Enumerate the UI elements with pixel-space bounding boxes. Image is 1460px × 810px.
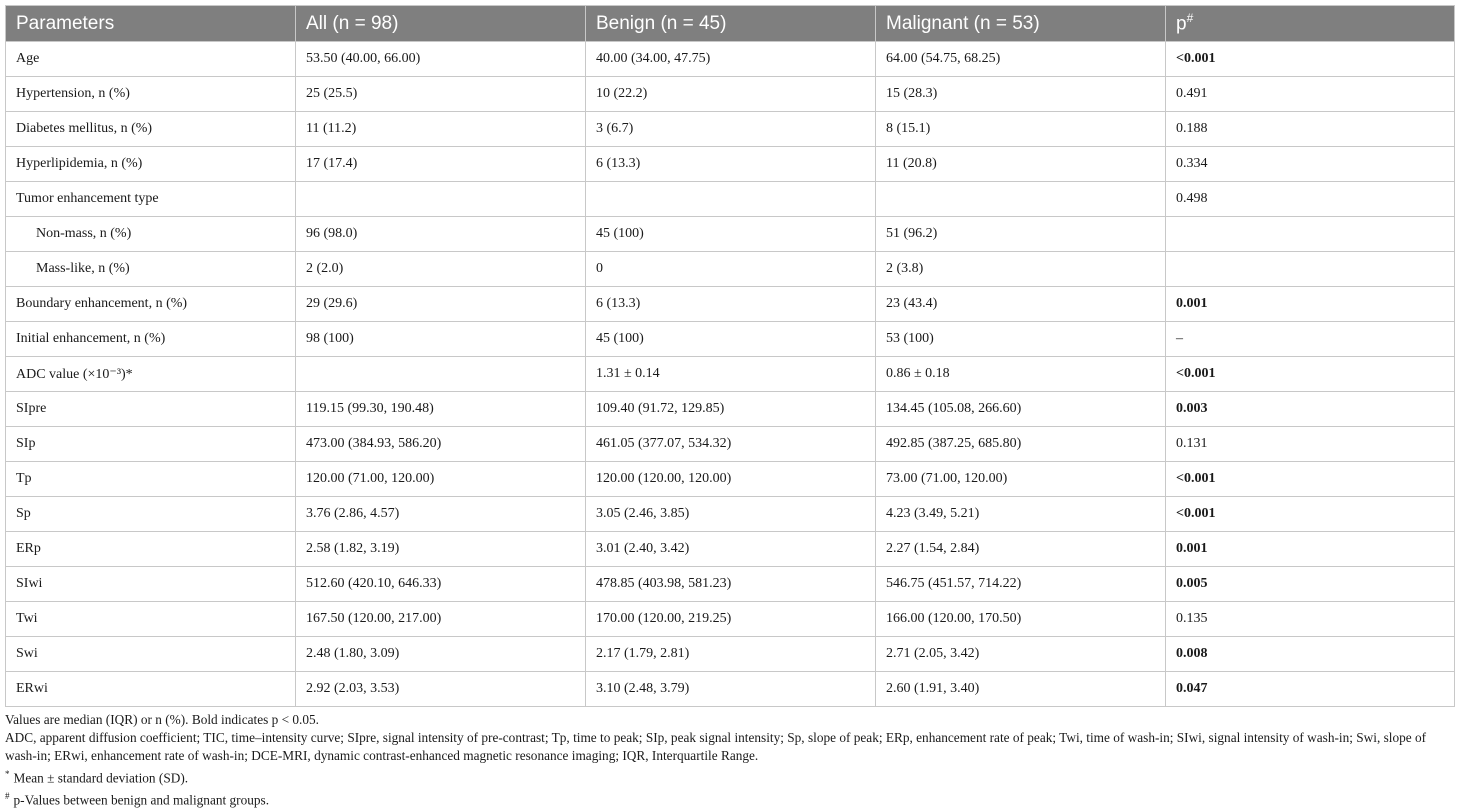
header-all: All (n = 98) xyxy=(296,6,586,42)
cell-parameter: Tumor enhancement type xyxy=(6,182,296,217)
footnote-hash-symbol: # xyxy=(5,791,10,802)
cell-malignant xyxy=(876,182,1166,217)
table-footnotes xyxy=(5,711,1457,810)
cell-malignant: 4.23 (3.49, 5.21) xyxy=(876,497,1166,532)
footnote-star-text: Mean ± standard deviation (SD). xyxy=(13,770,189,786)
table-row xyxy=(6,112,1455,147)
cell-parameter: SIpre xyxy=(6,392,296,427)
cell-benign: 1.31 ± 0.14 xyxy=(586,357,876,392)
cell-parameter: ERwi xyxy=(6,672,296,707)
cell-p-value: 0.001 xyxy=(1166,532,1455,567)
header-parameters: Parameters xyxy=(6,6,296,42)
cell-parameter: Tp xyxy=(6,462,296,497)
table-row xyxy=(6,497,1455,532)
cell-all: 2 (2.0) xyxy=(296,252,586,287)
cell-p-value: – xyxy=(1166,322,1455,357)
cell-all: 29 (29.6) xyxy=(296,287,586,322)
cell-benign: 40.00 (34.00, 47.75) xyxy=(586,42,876,77)
cell-p-value: 0.008 xyxy=(1166,637,1455,672)
cell-all: 17 (17.4) xyxy=(296,147,586,182)
cell-p-value: <0.001 xyxy=(1166,497,1455,532)
cell-malignant: 546.75 (451.57, 714.22) xyxy=(876,567,1166,602)
table-container xyxy=(5,5,1455,707)
cell-benign xyxy=(586,182,876,217)
cell-p-value: 0.003 xyxy=(1166,392,1455,427)
cell-benign: 45 (100) xyxy=(586,217,876,252)
table-row xyxy=(6,252,1455,287)
cell-malignant: 15 (28.3) xyxy=(876,77,1166,112)
cell-all: 2.92 (2.03, 3.53) xyxy=(296,672,586,707)
footnote-star-symbol: * xyxy=(5,769,10,779)
header-p-value xyxy=(1166,6,1455,42)
cell-all: 98 (100) xyxy=(296,322,586,357)
cell-malignant: 134.45 (105.08, 266.60) xyxy=(876,392,1166,427)
cell-p-value: 0.131 xyxy=(1166,427,1455,462)
cell-benign: 3.01 (2.40, 3.42) xyxy=(586,532,876,567)
cell-parameter: Hyperlipidemia, n (%) xyxy=(6,147,296,182)
cell-p-value: 0.005 xyxy=(1166,567,1455,602)
data-table xyxy=(5,5,1455,707)
table-row xyxy=(6,322,1455,357)
cell-p-value: <0.001 xyxy=(1166,42,1455,77)
cell-benign: 0 xyxy=(586,252,876,287)
header-row xyxy=(6,6,1455,42)
cell-benign: 120.00 (120.00, 120.00) xyxy=(586,462,876,497)
cell-p-value: 0.498 xyxy=(1166,182,1455,217)
cell-parameter: Diabetes mellitus, n (%) xyxy=(6,112,296,147)
cell-parameter: Mass-like, n (%) xyxy=(6,252,296,287)
cell-benign: 10 (22.2) xyxy=(586,77,876,112)
cell-p-value: 0.001 xyxy=(1166,287,1455,322)
table-row xyxy=(6,42,1455,77)
cell-malignant: 2.60 (1.91, 3.40) xyxy=(876,672,1166,707)
cell-p-value xyxy=(1166,252,1455,287)
cell-benign: 461.05 (377.07, 534.32) xyxy=(586,427,876,462)
cell-all: 473.00 (384.93, 586.20) xyxy=(296,427,586,462)
table-row xyxy=(6,427,1455,462)
cell-parameter: Age xyxy=(6,42,296,77)
table-row xyxy=(6,462,1455,497)
cell-all xyxy=(296,357,586,392)
cell-benign: 2.17 (1.79, 2.81) xyxy=(586,637,876,672)
cell-p-value: <0.001 xyxy=(1166,462,1455,497)
cell-benign: 6 (13.3) xyxy=(586,147,876,182)
table-row xyxy=(6,532,1455,567)
cell-all: 53.50 (40.00, 66.00) xyxy=(296,42,586,77)
cell-malignant: 492.85 (387.25, 685.80) xyxy=(876,427,1166,462)
cell-parameter: SIwi xyxy=(6,567,296,602)
footnote-hash-text: p-Values between benign and malignant groups. xyxy=(13,792,270,808)
cell-all: 512.60 (420.10, 646.33) xyxy=(296,567,586,602)
cell-all: 2.58 (1.82, 3.19) xyxy=(296,532,586,567)
cell-parameter: Twi xyxy=(6,602,296,637)
cell-parameter: Initial enhancement, n (%) xyxy=(6,322,296,357)
cell-malignant: 11 (20.8) xyxy=(876,147,1166,182)
table-row xyxy=(6,672,1455,707)
cell-benign: 109.40 (91.72, 129.85) xyxy=(586,392,876,427)
cell-benign: 478.85 (403.98, 581.23) xyxy=(586,567,876,602)
cell-p-value: 0.334 xyxy=(1166,147,1455,182)
cell-all: 167.50 (120.00, 217.00) xyxy=(296,602,586,637)
cell-all: 96 (98.0) xyxy=(296,217,586,252)
cell-malignant: 73.00 (71.00, 120.00) xyxy=(876,462,1166,497)
table-row xyxy=(6,217,1455,252)
table-row xyxy=(6,637,1455,672)
cell-malignant: 51 (96.2) xyxy=(876,217,1166,252)
header-malignant: Malignant (n = 53) xyxy=(876,6,1166,42)
table-row xyxy=(6,602,1455,637)
cell-p-value: 0.188 xyxy=(1166,112,1455,147)
header-benign: Benign (n = 45) xyxy=(586,6,876,42)
cell-parameter: Hypertension, n (%) xyxy=(6,77,296,112)
cell-parameter: Swi xyxy=(6,637,296,672)
cell-parameter: ADC value (×10⁻³)* xyxy=(6,357,296,392)
cell-all: 2.48 (1.80, 3.09) xyxy=(296,637,586,672)
cell-all: 120.00 (71.00, 120.00) xyxy=(296,462,586,497)
cell-malignant: 64.00 (54.75, 68.25) xyxy=(876,42,1166,77)
cell-p-value: <0.001 xyxy=(1166,357,1455,392)
cell-benign: 45 (100) xyxy=(586,322,876,357)
cell-parameter: Sp xyxy=(6,497,296,532)
cell-malignant: 53 (100) xyxy=(876,322,1166,357)
table-row xyxy=(6,287,1455,322)
cell-malignant: 2.71 (2.05, 3.42) xyxy=(876,637,1166,672)
cell-all: 11 (11.2) xyxy=(296,112,586,147)
cell-all: 3.76 (2.86, 4.57) xyxy=(296,497,586,532)
header-p-superscript: # xyxy=(1186,11,1194,26)
cell-parameter: Boundary enhancement, n (%) xyxy=(6,287,296,322)
footnote-values: Values are median (IQR) or n (%). Bold indicates p < 0.05. xyxy=(5,712,319,727)
cell-p-value: 0.047 xyxy=(1166,672,1455,707)
table-body xyxy=(6,42,1455,707)
cell-parameter: ERp xyxy=(6,532,296,567)
cell-malignant: 23 (43.4) xyxy=(876,287,1166,322)
cell-parameter: Non-mass, n (%) xyxy=(6,217,296,252)
table-row xyxy=(6,392,1455,427)
cell-benign: 3 (6.7) xyxy=(586,112,876,147)
header-p-label: p xyxy=(1176,13,1187,35)
cell-benign: 170.00 (120.00, 219.25) xyxy=(586,602,876,637)
cell-benign: 3.05 (2.46, 3.85) xyxy=(586,497,876,532)
cell-all: 25 (25.5) xyxy=(296,77,586,112)
cell-malignant: 2.27 (1.54, 2.84) xyxy=(876,532,1166,567)
table-row xyxy=(6,77,1455,112)
cell-malignant: 166.00 (120.00, 170.50) xyxy=(876,602,1166,637)
footnote-p-values xyxy=(5,787,1457,809)
table-row xyxy=(6,182,1455,217)
table-row xyxy=(6,357,1455,392)
footnote-mean-sd xyxy=(5,765,1457,787)
table-row xyxy=(6,147,1455,182)
cell-malignant: 8 (15.1) xyxy=(876,112,1166,147)
table-row xyxy=(6,567,1455,602)
cell-malignant: 2 (3.8) xyxy=(876,252,1166,287)
cell-malignant: 0.86 ± 0.18 xyxy=(876,357,1166,392)
cell-p-value: 0.135 xyxy=(1166,602,1455,637)
cell-benign: 6 (13.3) xyxy=(586,287,876,322)
cell-all xyxy=(296,182,586,217)
footnote-abbreviations: ADC, apparent diffusion coefficient; TIC, time–intensity curve; SIpre, signal intensity of pre-contrast; Tp, time to peak; SIp, peak signal intensity; Sp, slope of peak; ERp, enhancement rate of peak; Twi, time of wash-in; SIwi, signal intensity of wash-in; Swi, slope of wash-in; ERwi, enhancement rate of wash-in; DCE-MRI, dynamic contrast-enhanced magnetic resonance imaging; IQR, Interquartile Range. xyxy=(5,730,1427,763)
cell-parameter: SIp xyxy=(6,427,296,462)
cell-p-value xyxy=(1166,217,1455,252)
cell-p-value: 0.491 xyxy=(1166,77,1455,112)
cell-benign: 3.10 (2.48, 3.79) xyxy=(586,672,876,707)
cell-all: 119.15 (99.30, 190.48) xyxy=(296,392,586,427)
